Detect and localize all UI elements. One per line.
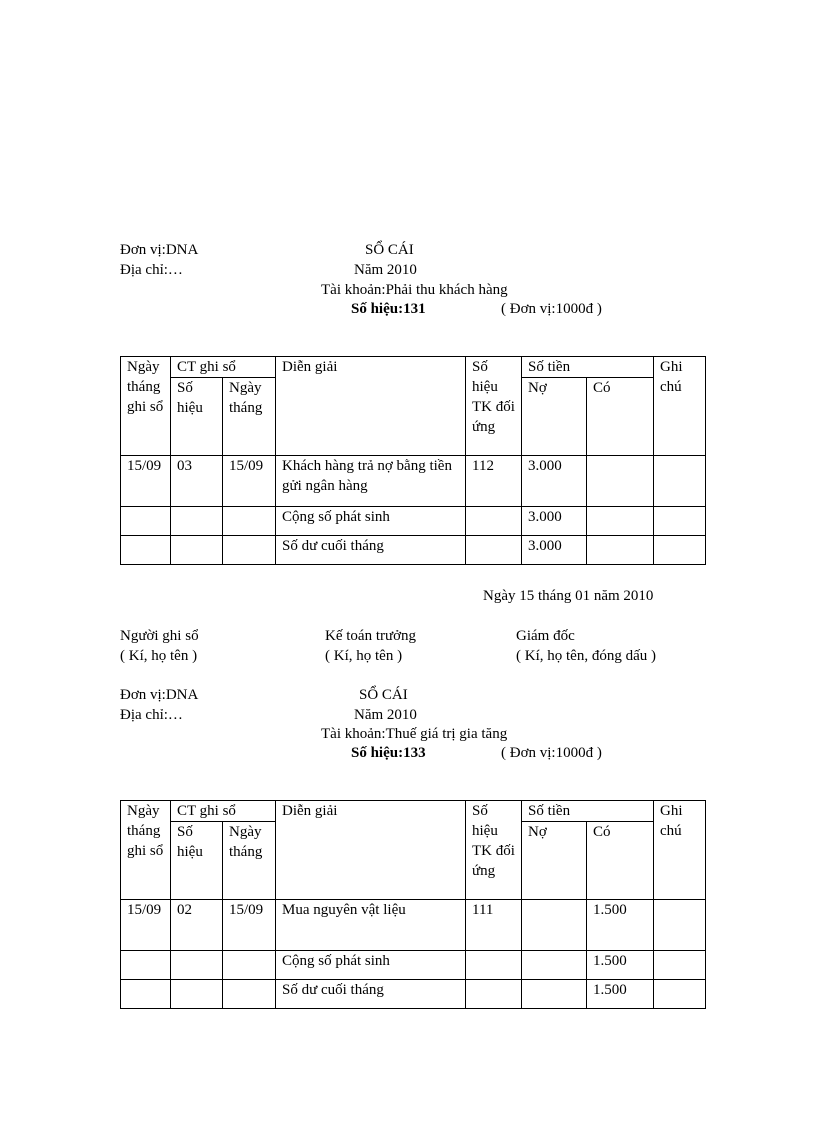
header-voucher: CT ghi sổ bbox=[171, 357, 276, 378]
total-credit: 1.500 bbox=[587, 951, 654, 980]
balance-label: Số dư cuối tháng bbox=[276, 536, 466, 565]
address-label: Địa chỉ:… bbox=[120, 262, 183, 278]
ledger-table bbox=[120, 356, 706, 565]
header-date: Ngày tháng ghi sổ bbox=[121, 801, 171, 900]
account-name: Tài khoản:Phải thu khách hàng bbox=[321, 282, 508, 298]
date-line: Ngày 15 tháng 01 năm 2010 bbox=[483, 588, 654, 604]
header-amount: Số tiền bbox=[522, 801, 654, 822]
balance-row bbox=[121, 536, 706, 565]
total-credit bbox=[587, 507, 654, 536]
total-label: Cộng số phát sinh bbox=[276, 507, 466, 536]
total-debit: 3.000 bbox=[522, 507, 587, 536]
cell-voucher-no: 02 bbox=[171, 900, 223, 951]
header-description: Diễn giải bbox=[276, 801, 466, 900]
director-sign-note: ( Kí, họ tên, đóng dấu ) bbox=[516, 648, 656, 664]
cell-voucher-date: 15/09 bbox=[223, 456, 276, 507]
ledger-year: Năm 2010 bbox=[354, 707, 417, 723]
header-amount: Số tiền bbox=[522, 357, 654, 378]
header-note: Ghi chú bbox=[654, 801, 706, 900]
unit-label: Đơn vị:DNA bbox=[120, 687, 199, 703]
cell-credit bbox=[587, 456, 654, 507]
header-date: Ngày tháng ghi sổ bbox=[121, 357, 171, 456]
total-label: Cộng số phát sinh bbox=[276, 951, 466, 980]
cell-date: 15/09 bbox=[121, 456, 171, 507]
cell-description: Khách hàng trả nợ bằng tiền gửi ngân hàng bbox=[276, 456, 466, 507]
header-credit: Có bbox=[587, 822, 654, 900]
recorder-title: Người ghi sổ bbox=[120, 628, 199, 644]
header-note: Ghi chú bbox=[654, 357, 706, 456]
cell-credit: 1.500 bbox=[587, 900, 654, 951]
balance-label: Số dư cuối tháng bbox=[276, 980, 466, 1009]
account-name: Tài khoản:Thuế giá trị gia tăng bbox=[321, 726, 508, 742]
chief-sign-note: ( Kí, họ tên ) bbox=[325, 648, 403, 664]
table-row bbox=[121, 900, 706, 951]
balance-credit bbox=[587, 536, 654, 565]
ledger-title: SỔ CÁI bbox=[359, 687, 408, 703]
balance-row bbox=[121, 980, 706, 1009]
balance-credit: 1.500 bbox=[587, 980, 654, 1009]
currency-unit: ( Đơn vị:1000đ ) bbox=[501, 745, 602, 761]
total-row bbox=[121, 951, 706, 980]
header-contra: Số hiệu TK đối ứng bbox=[466, 357, 522, 456]
cell-contra: 112 bbox=[466, 456, 522, 507]
cell-debit bbox=[522, 900, 587, 951]
ledger-title: SỔ CÁI bbox=[365, 242, 414, 258]
header-description: Diễn giải bbox=[276, 357, 466, 456]
total-row bbox=[121, 507, 706, 536]
director-title: Giám đốc bbox=[516, 628, 575, 644]
cell-description: Mua nguyên vật liệu bbox=[276, 900, 466, 951]
ledger-year: Năm 2010 bbox=[354, 262, 417, 278]
recorder-sign-note: ( Kí, họ tên ) bbox=[120, 648, 198, 664]
header-voucher: CT ghi sổ bbox=[171, 801, 276, 822]
header-voucher-date: Ngày tháng bbox=[223, 378, 276, 456]
header-debit: Nợ bbox=[522, 378, 587, 456]
total-debit bbox=[522, 951, 587, 980]
unit-label: Đơn vị:DNA bbox=[120, 242, 199, 258]
header-voucher-no: Số hiệu bbox=[171, 822, 223, 900]
cell-date: 15/09 bbox=[121, 900, 171, 951]
cell-debit: 3.000 bbox=[522, 456, 587, 507]
cell-contra: 111 bbox=[466, 900, 522, 951]
balance-debit: 3.000 bbox=[522, 536, 587, 565]
address-label: Địa chỉ:… bbox=[120, 707, 183, 723]
cell-note bbox=[654, 900, 706, 951]
ledger-table bbox=[120, 800, 706, 1009]
cell-voucher-no: 03 bbox=[171, 456, 223, 507]
chief-accountant-title: Kế toán trưởng bbox=[325, 628, 417, 644]
header-contra: Số hiệu TK đối ứng bbox=[466, 801, 522, 900]
currency-unit: ( Đơn vị:1000đ ) bbox=[501, 301, 602, 317]
account-number: Số hiệu:133 bbox=[351, 745, 426, 761]
header-voucher-no: Số hiệu bbox=[171, 378, 223, 456]
header-voucher-date: Ngày tháng bbox=[223, 822, 276, 900]
balance-debit bbox=[522, 980, 587, 1009]
cell-note bbox=[654, 456, 706, 507]
cell-voucher-date: 15/09 bbox=[223, 900, 276, 951]
header-credit: Có bbox=[587, 378, 654, 456]
table-row bbox=[121, 456, 706, 507]
account-number: Số hiệu:131 bbox=[351, 301, 426, 317]
header-debit: Nợ bbox=[522, 822, 587, 900]
